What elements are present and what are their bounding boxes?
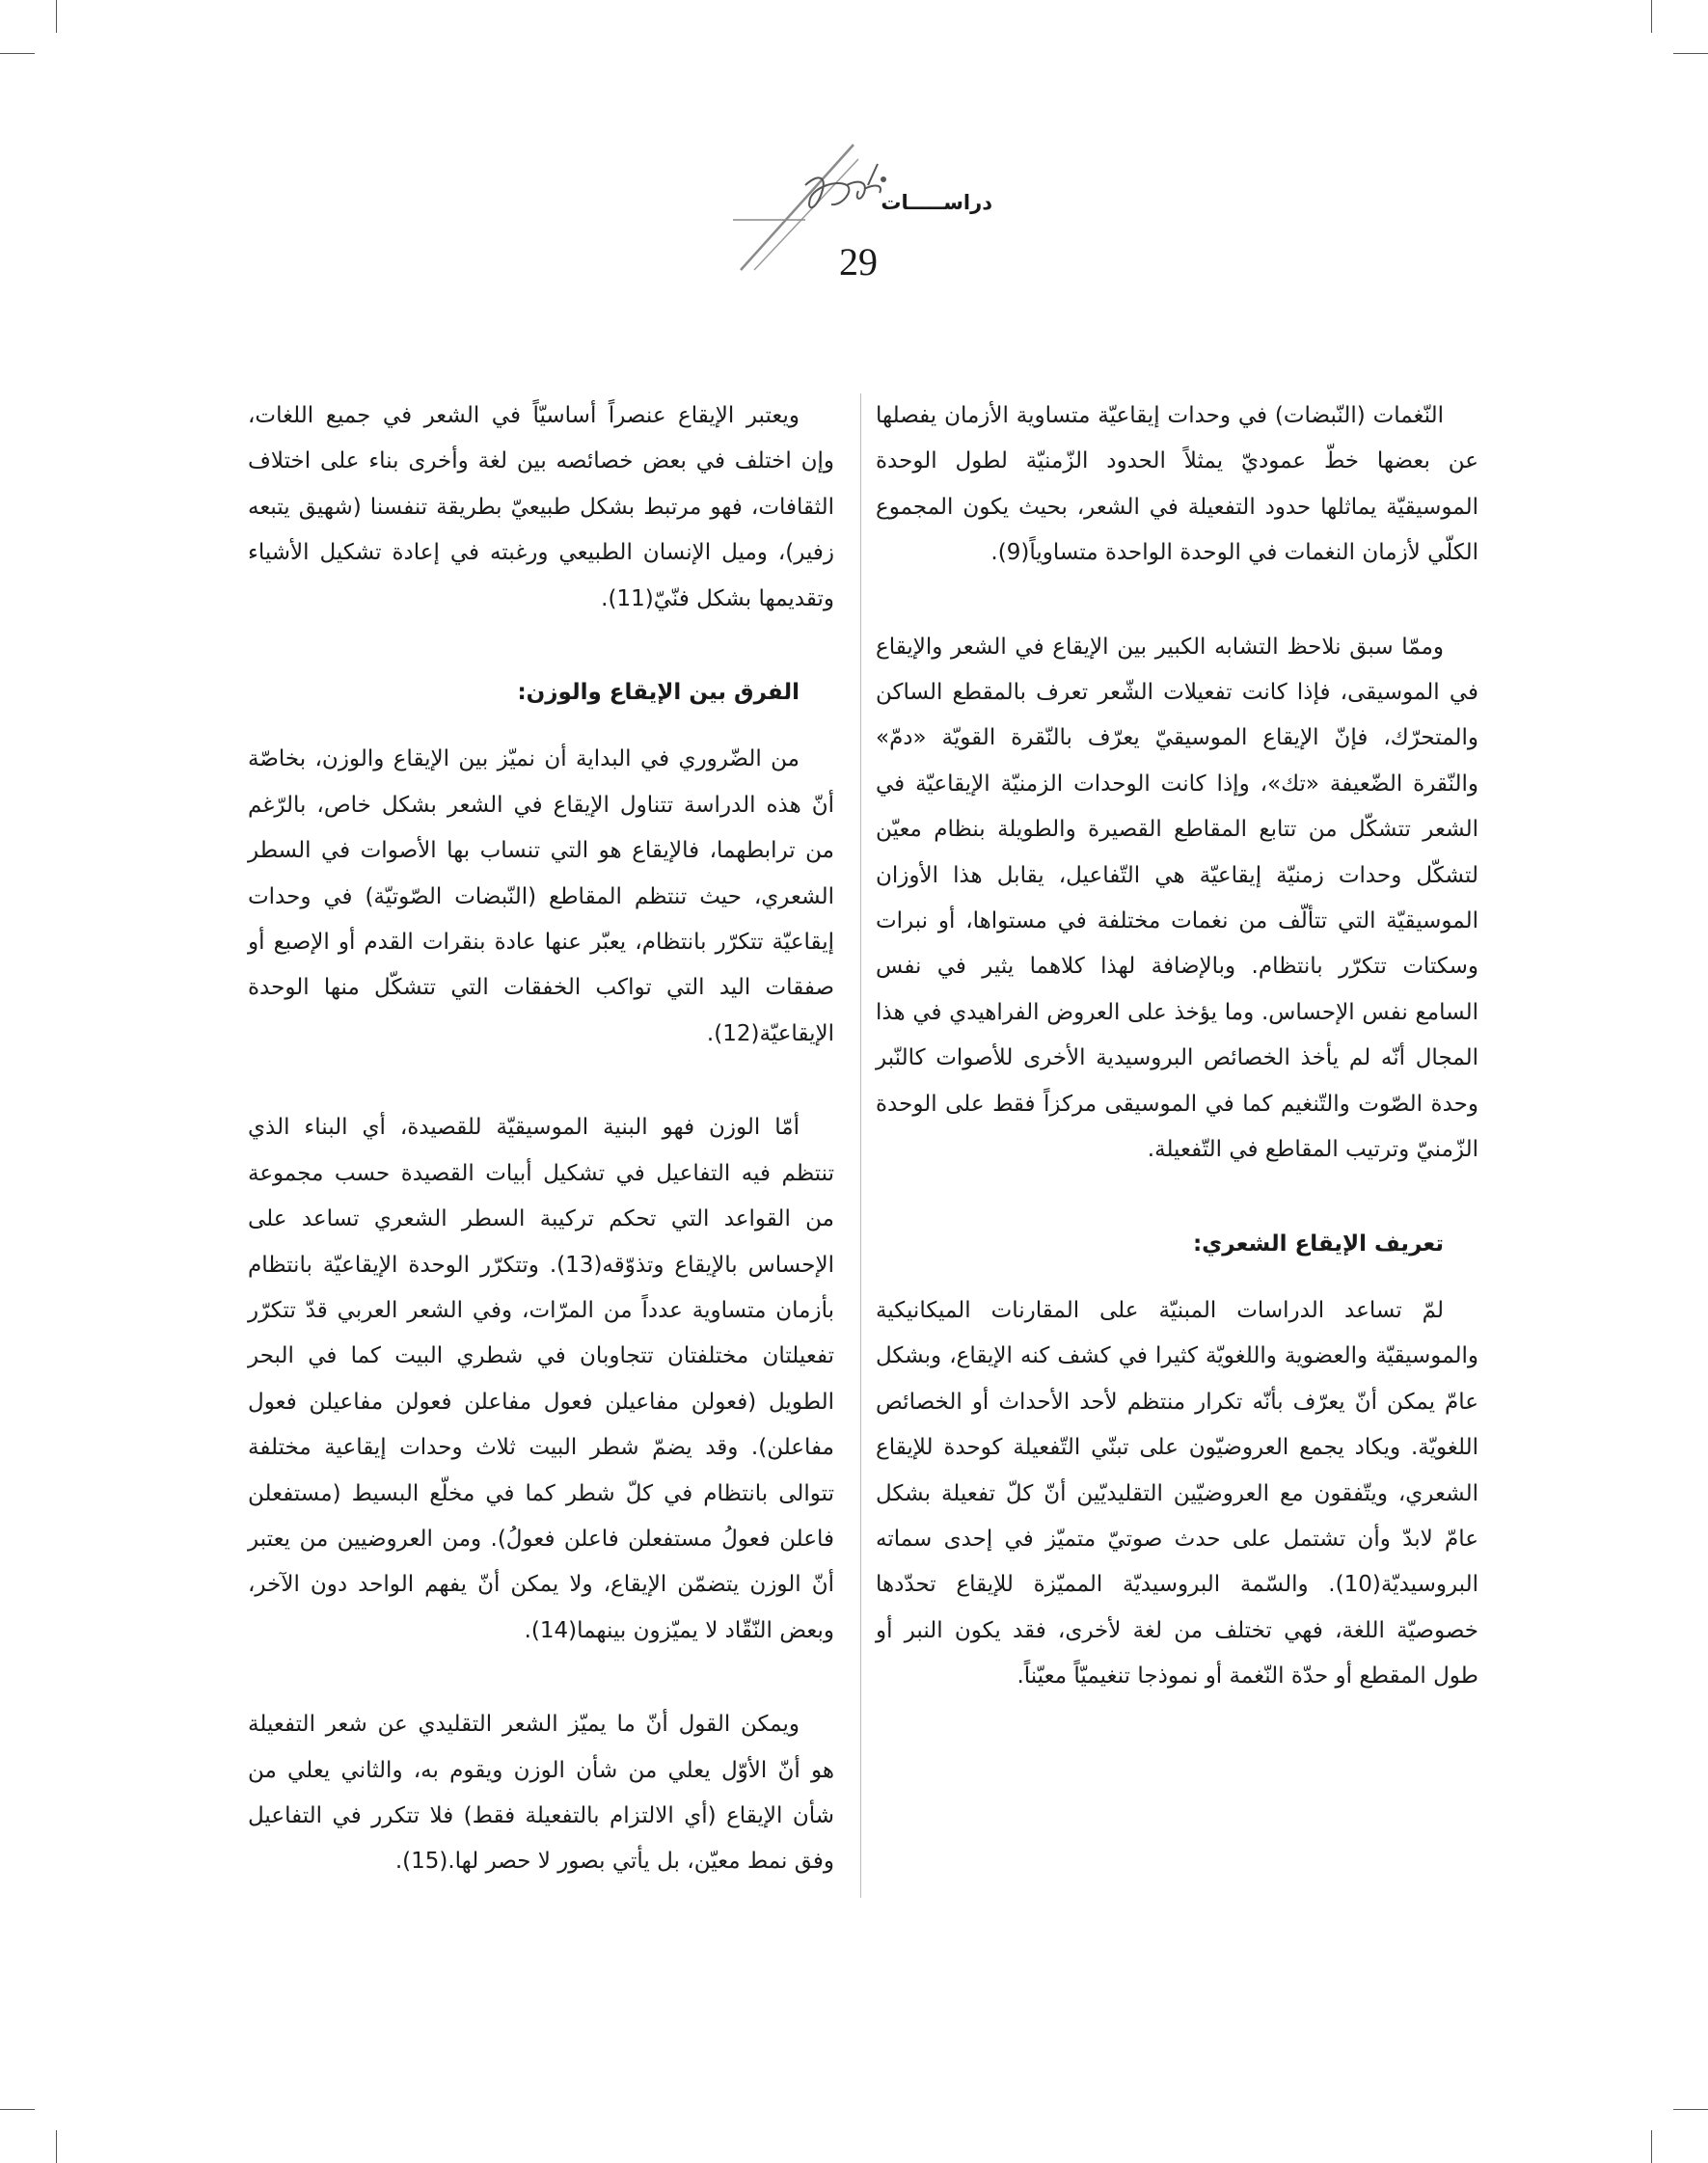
paragraph: أمّا الوزن فهو البنية الموسيقيّة للقصيدة، أي البناء الذي تنتظم فيه التفاعيل في تشكيل أبيات القصيدة حسب مجموعة من القواعد التي تحكم تركيبة السطر الشعري تساعد على الإحساس بالإيقاع وتذوّقه(13). وتتكرّر الوحدة الإيقاعيّة بانتظام بأزمان متساوية عدداً من المرّات، وفي الشعر العربي قدّ تتكرّر تفعيلتان مختلفتان تتجاوبان في شطري البيت كما في البحر الطويل (فعولن مفاعيلن فعول مفاعلن فعولن مفاعيلن فعول مفاعلن). وقد يضمّ شطر البيت ثلاث وحدات إيقاعية مختلفة تتوالى بانتظام في كلّ شطر كما في مخلّع البسيط (مستفعلن فاعلن فعولُ مستفعلن فاعلن فعولُ). ومن العروضيين من يعتبر أنّ الوزن يتضمّن الإيقاع، ولا يمكن أنّ يفهم الواحد دون الآخر، وبعض النّقّاد لا يميّزون بينهما(14). bbox=[248, 1115, 834, 1643]
right-column bbox=[876, 393, 1478, 1748]
crop-mark-top-left-v bbox=[56, 0, 57, 33]
left-column bbox=[248, 393, 834, 1933]
crop-mark-top-left bbox=[0, 53, 35, 54]
crop-mark-bottom-left bbox=[0, 2109, 35, 2110]
paragraph: لمّ تساعد الدراسات المبنيّة على المقارنات الميكانيكية والموسيقيّة والعضوية واللغويّة كثيرا في كشف كنه الإيقاع، وبشكل عامّ يمكن أنّ يعرّف بأنّه تكرار منتظم لأحد الأحداث أو الخصائص اللغويّة. ويكاد يجمع العروضيّون على تبنّي التّفعيلة كوحدة للإيقاع الشعري، ويتّفقون مع العروضيّين التقليديّين أنّ كلّ تفعيلة بشكل عامّ لابدّ وأن تشتمل على حدث صوتيّ متميّز في إحدى سماته البروسيديّة(10). والسّمة البروسيديّة المميّزة للإيقاع تحدّدها خصوصيّة اللغة، فهي تختلف من لغة لأخرى، فقد يكون النبر أو طول المقطع أو حدّة النّغمة أو نموذجا تنغيميّاً معيّناً. bbox=[876, 1297, 1478, 1690]
crop-mark-top-right-v bbox=[1651, 0, 1652, 33]
crop-mark-bottom-right-v bbox=[1651, 2130, 1652, 2163]
section-heading: تعريف الإيقاع الشعري: bbox=[1192, 1230, 1444, 1257]
section-label: دراســـــات bbox=[881, 191, 992, 214]
paragraph: من الضّروري في البداية أن نميّز بين الإيقاع والوزن، بخاصّة أنّ هذه الدراسة تتناول الإيقاع في الشعر بشكل خاص، بالرّغم من ترابطهما، فالإيقاع هو التي تنساب بها الأصوات في السطر الشعري، حيث تنتظم المقاطع (النّبضات الصّوتيّة) في وحدات إيقاعيّة تتكرّر بانتظام، يعبّر عنها عادة بنقرات القدم أو الإصبع أو صفقات اليد التي تواكب الخفقات التي تتشكّل منها الوحدة الإيقاعيّة(12). bbox=[248, 746, 834, 1046]
paragraph: النّغمات (النّبضات) في وحدات إيقاعيّة متساوية الأزمان يفصلها عن بعضها خطّ عموديّ يمثلاً الحدود الزّمنيّة لطول الوحدة الموسيقيّة يماثلها حدود التفعيلة في الشعر، بحيث يكون المجموع الكلّي لأزمان النغمات في الوحدة الواحدة متساوياً(9). bbox=[876, 403, 1478, 566]
column-divider bbox=[860, 393, 861, 1898]
page-number: 29 bbox=[839, 240, 878, 284]
paragraph: ويمكن القول أنّ ما يميّز الشعر التقليدي عن شعر التفعيلة هو أنّ الأوّل يعلي من شأن الوزن ويقوم به، والثاني يعلي من شأن الإيقاع (أي الالتزام بالتفعيلة فقط) فلا تتكرر في التفاعيل وفق نمط معيّن، بل يأتي بصور لا حصر لها.(15). bbox=[248, 1712, 834, 1875]
paragraph: وممّا سبق نلاحظ التشابه الكبير بين الإيقاع في الشعر والإيقاع في الموسيقى، فإذا كانت تفعيلات الشّعر تعرف بالمقطع الساكن والمتحرّك، فإنّ الإيقاع الموسيقيّ يعرّف بالنّقرة القويّة «دمّ» والنّقرة الضّعيفة «تك»، وإذا كانت الوحدات الزمنيّة الإيقاعيّة في الشعر تتشكّل من تتابع المقاطع القصيرة والطويلة بنظام معيّن لتشكّل وحدات زمنيّة إيقاعيّة هي التّفاعيل، يقابل هذا الأوزان الموسيقيّة التي تتألّف من نغمات مختلفة في مستواها، أو نبرات وسكتات تتكرّر بانتظام. وبالإضافة لهذا كلاهما يثير في نفس السامع نفس الإحساس. وما يؤخذ على العروض الفراهيدي في هذا المجال أنّه لم يأخذ الخصائص البروسيدية الأخرى للأصوات كالنّبر وحدة الصّوت والتّنغيم كما في الموسيقى مركزاً فقط على الوحدة الزّمنيّ وترتيب المقاطع في التّفعيلة. bbox=[876, 634, 1478, 1163]
crop-mark-bottom-left-v bbox=[56, 2130, 57, 2163]
crop-mark-top-right bbox=[1673, 53, 1708, 54]
crop-mark-bottom-right bbox=[1673, 2109, 1708, 2110]
section-heading: الفرق بين الإيقاع والوزن: bbox=[517, 680, 800, 706]
paragraph: ويعتبر الإيقاع عنصراً أساسيّاً في الشعر في جميع اللغات، وإن اختلف في بعض خصائصه بين لغة وأخرى بناء على اختلاف الثقافات، فهو مرتبط بشكل طبيعيّ بطريقة تنفسنا (شهيق يتبعه زفير)، وميل الإنسان الطبيعي ورغبته في إعادة تشكيل الأشياء وتقديمها بشكل فنّيّ(11). bbox=[248, 403, 834, 611]
